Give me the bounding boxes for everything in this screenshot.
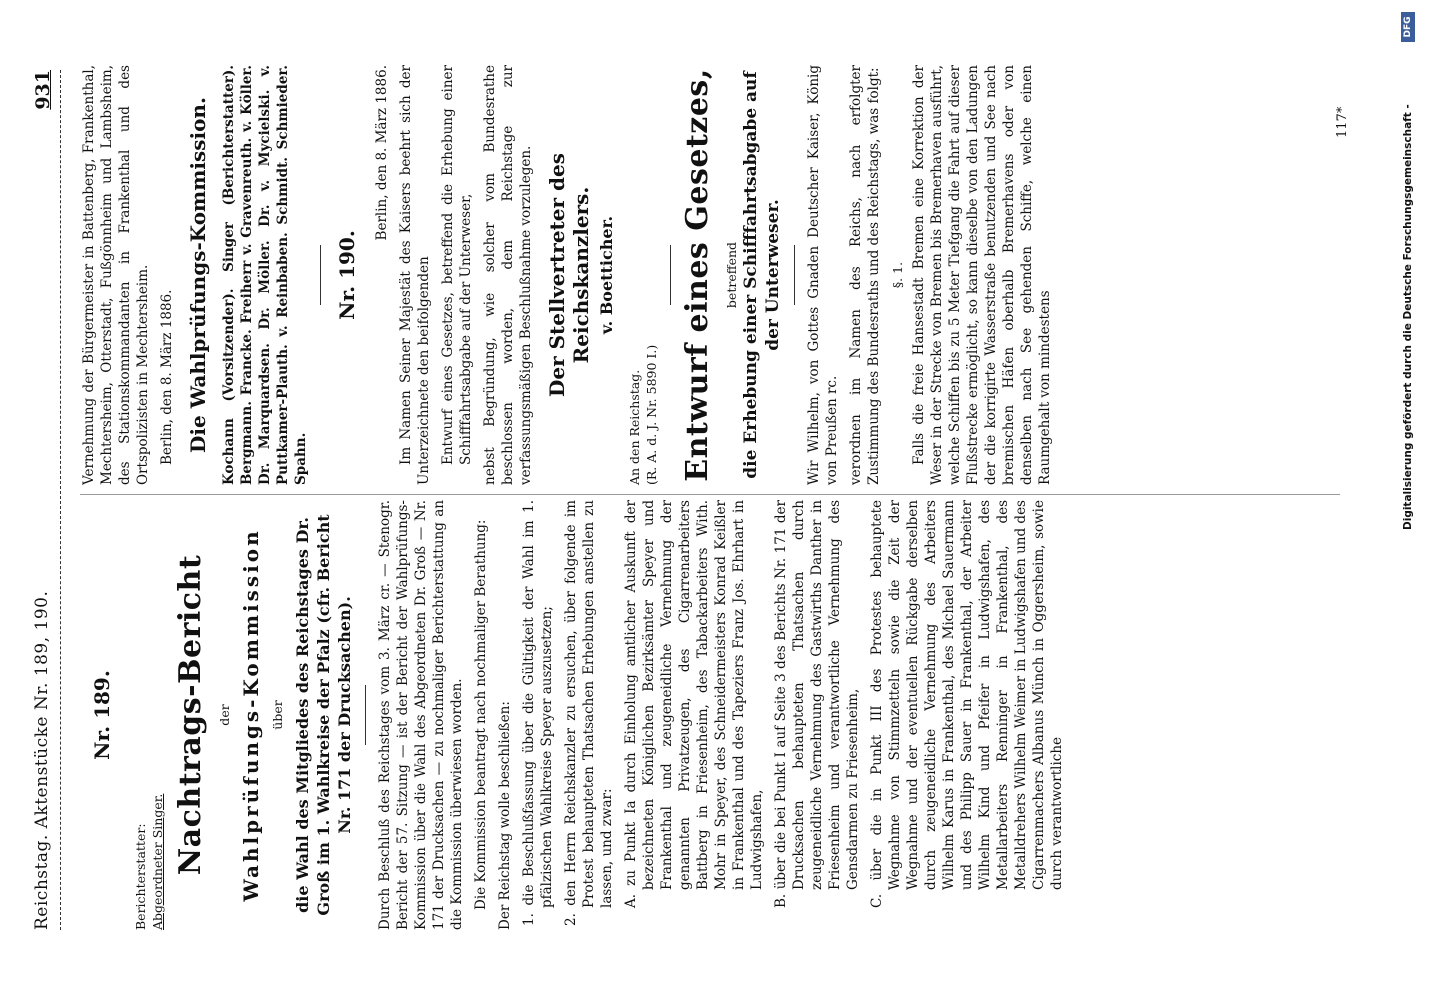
section-rule-3 xyxy=(670,245,671,305)
addressee: An den Reichstag. xyxy=(627,369,642,485)
preamble-emperor: Wir Wilhelm, von Gottes Gnaden Deutscher Kaiser, König von Preußen rc. xyxy=(806,65,840,485)
bill-betreffend: betreffend xyxy=(724,241,739,309)
section-rule-4 xyxy=(794,245,795,305)
running-header xyxy=(32,70,62,930)
section-heading: §. 1. xyxy=(890,261,905,289)
page-number: 931 xyxy=(32,70,54,110)
signatory: v. Boetticher. xyxy=(597,215,616,335)
item-a: A. zu Punkt Ia durch Einholung amtlicher Auskunft der bezeichneten Königlichen Bezirksämter Speyer und Frankenthal und zeugeneidliche Vernehmung der genannten Privatzeugen, des Cigarrenarbeiters Battberg in Friesenheim, des Tabackarbeiters With. Mohr in Speyer, des Schneidermeisters Konrad Keißler in Frankenthal und des Tapeziers Franz Jos. Ehrhart in Ludwigshafen, xyxy=(623,500,765,908)
dfg-logo: DFG xyxy=(1401,12,1415,42)
commission-name: Wahlprüfungs-Kommission xyxy=(239,528,263,902)
left-column xyxy=(80,500,1072,930)
header-rule xyxy=(60,70,61,930)
deputy-chancellor: Der Stellvertreter des Reichskanzlers. xyxy=(545,153,593,397)
paragraph-submission: Im Namen Seiner Majestät des Kaisers beehrt sich der Unterzeichnete den beifolgenden xyxy=(398,65,432,485)
dfg-attribution xyxy=(1398,0,1424,1000)
rapporteur-name: Abgeordneter Singer. xyxy=(150,793,165,930)
report-ueber: über xyxy=(270,700,285,730)
commission-signature: Die Wahlprüfungs-Kommission. xyxy=(186,97,210,453)
right-column xyxy=(80,65,1060,485)
report-subject: die Wahl des Mitgliedes des Reichstages Dr. Groß im 1. Wahlkreise der Pfalz (cfr. Bericht Nr. 171 der Drucksachen). xyxy=(293,514,354,916)
item-2: 2. den Herrn Reichskanzler zu ersuchen, über folgende im Protest behaupteten Thatsachen Erhebungen anstellen zu lassen, und zwar: xyxy=(563,500,615,926)
paragraph-justification: nebst Begründung, wie solcher vom Bundesrathe beschlossen worden, dem Reichstage zur verfassungsmäßigen Beschlußnahme vorzulegen. xyxy=(482,65,534,485)
commission-members: Kochann (Vorsitzender). Singer (Berichterstatter). Bergmann. Francke. Freiherr v. Gravenreuth. v. Köller. Dr. Marquardsen. Dr. Möller. Dr. v. Mycielski. v. Puttkamer-Plauth. v. Reinbaben. Schmidt. Schmieder. Spahn. xyxy=(221,65,309,485)
report-title: Nachtrags-Bericht xyxy=(173,554,208,876)
preamble-enactment: verordnen im Namen des Reichs, nach erfolgter Zustimmung des Bundesraths und des Reichstags, was folgt: xyxy=(848,65,882,485)
paragraph-intro: Durch Beschluß des Reichstages vom 3. März cr. — Stenogr. Bericht der 57. Sitzung — ist der Bericht der Wahlprüfungs-Kommission über die Wahl des Abgeordneten Dr. Groß — Nr. 171 der Drucksachen — zu nochmaliger Berichterstattung an die Kommission überwiesen worden. xyxy=(377,500,465,930)
report-der: der xyxy=(217,704,232,726)
header-title: Reichstag. Aktenstücke Nr. 189, 190. xyxy=(32,590,52,930)
section-1-text: Falls die freie Hansestadt Bremen eine Korrektion der Weser in der Strecke von Bremen bis Bremerhaven ausführt, welche Schiffen bis zu 5 Meter Tiefgang die Fahrt auf dieser Flußstrecke ermöglicht, so kann dieselbe von den Ladungen der die korrigirte Wasserstraße benutzenden und See nach bremischen Häfen oberhalb Bremerhavens oder von denselben nach See gehenden Schiffe, welche einen Raumgehalt von mindestens xyxy=(911,65,1053,485)
date-190: Berlin, den 8. März 1886. xyxy=(374,65,390,241)
bill-title: Entwurf eines Gesetzes, xyxy=(680,68,715,482)
column-divider xyxy=(80,494,1340,495)
document-number-189: Nr. 189. xyxy=(90,670,114,760)
section-rule xyxy=(365,685,366,745)
rapporteur-label: Berichterstatter: xyxy=(133,823,148,930)
paragraph-continuation: Vernehmung der Bürgermeister in Battenberg, Frankenthal, Mechtersheim, Otterstadt, Fußgönnheim und Lambsheim, des Stationskommandanten in Frankenthal und des Ortspolizisten in Mechtersheim. xyxy=(81,65,151,485)
reference-number: (R. A. d. J. Nr. 5890 I.) xyxy=(644,344,659,485)
item-1: 1. die Beschlußfassung über die Gültigkeit der Wahl im 1. pfälzischen Wahlkreise Speyer auszusetzen; xyxy=(521,500,555,926)
paragraph-resolve: Der Reichstag wolle beschließen: xyxy=(497,701,513,930)
item-c: C. über die in Punkt III des Protestes behauptete Wegnahme von Stimmzetteln sowie die Zeit der Wegnahme und der eventuellen Rückgabe derselben durch zeugeneidliche Vernehmung des Arbeiters Wilhelm Karus in Frankenthal, des Michael Sauermann und des Philipp Sauer in Frankenthal, der Arbeiter Wilhelm Kind und Pfeifer in Ludwigshafen, des Metallarbeiters Renninger in Frankenthal, des Metalldrehers Wilhelm Weimer in Ludwigshafen und des Cigarrenmachers Albanus Münch in Oggersheim, sowie durch verantwortliche xyxy=(869,500,1065,908)
paragraph-motion: Die Kommission beantragt nach nochmaliger Berathung: xyxy=(473,519,489,910)
signature-mark: 117* xyxy=(1335,106,1350,138)
document-number-190: Nr. 190. xyxy=(335,230,359,320)
bill-subject: die Erhebung einer Schifffahrtsabgabe auf der Unterweser. xyxy=(741,71,783,479)
section-rule-2 xyxy=(320,245,321,305)
date-189: Berlin, den 8. März 1886. xyxy=(159,289,175,465)
bill-reference: Entwurf eines Gesetzes, betreffend die Erhebung einer Schifffahrtsabgabe auf der Unterweser, xyxy=(440,65,474,465)
dfg-attribution-text: Digitalisierung gefördert durch die Deutsche Forschungsgemeinschaft - xyxy=(1402,104,1414,530)
item-b: B. über die bei Punkt I auf Seite 3 des Berichts Nr. 171 der Drucksachen behaupteten Thatsachen durch zeugeneidliche Vernehmung des Gastwirths Danther in Friesenheim und verantwortliche Vernehmung des Gensdarmen zu Friesenheim, xyxy=(773,500,861,908)
